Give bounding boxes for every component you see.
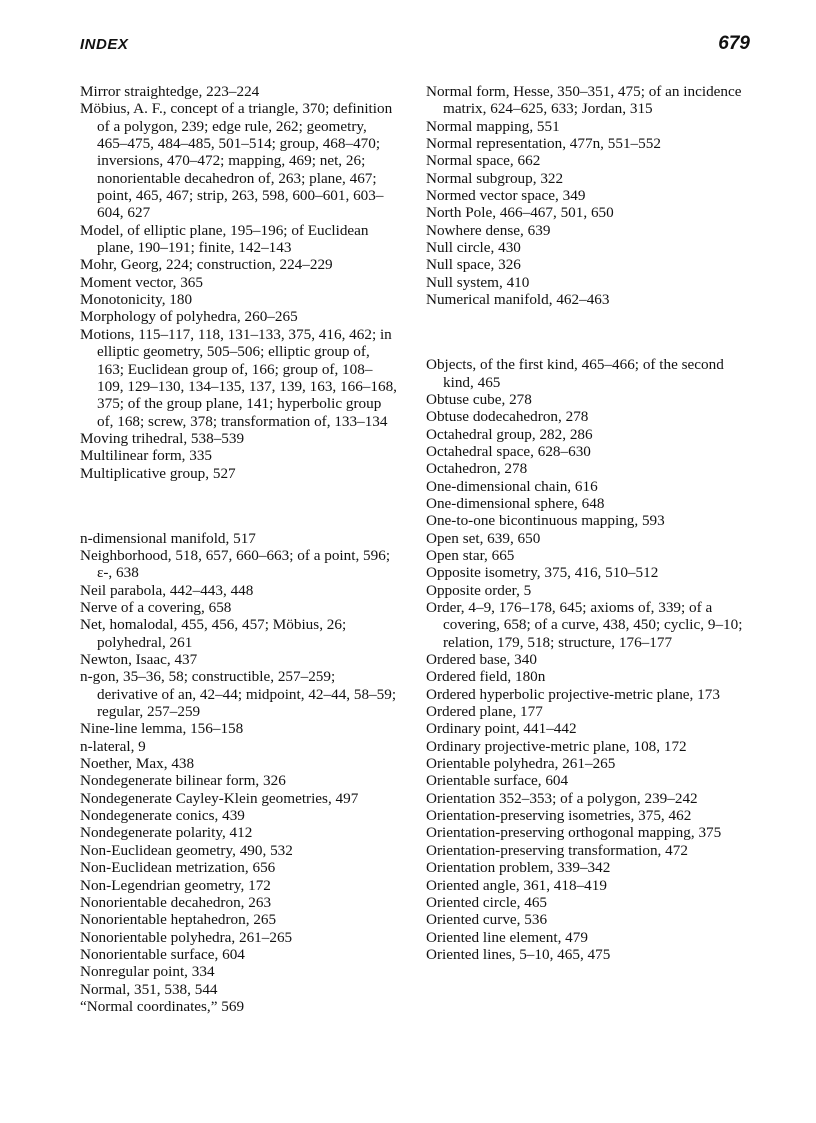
index-entry: Nonorientable surface, 604 <box>80 945 245 963</box>
index-entry: Normed vector space, 349 <box>426 187 586 205</box>
index-entry: Oriented circle, 465 <box>426 893 548 911</box>
index-entry: Octahedral group, 282, 286 <box>426 425 593 443</box>
index-entry: Oriented angle, 361, 418–419 <box>426 876 607 894</box>
index-entry: Net, homalodal, 455, 456, 457; Möbius, 26; polyhedral, 261 <box>80 616 347 651</box>
index-entry: Obtuse dodecahedron, 278 <box>426 408 589 426</box>
index-entry: Nine-line lemma, 156–158 <box>80 720 244 738</box>
index-entry: Oriented curve, 536 <box>426 911 548 929</box>
index-entry: Non-Euclidean geometry, 490, 532 <box>80 841 293 859</box>
index-entry: n-gon, 35–36, 58; constructible, 257–259; derivative of an, 42–44; midpoint, 42–44, 58–59; regular, 257–259 <box>80 668 397 721</box>
index-entry: n-dimensional manifold, 517 <box>80 529 256 547</box>
index-entry: Nondegenerate Cayley-Klein geometries, 497 <box>80 789 359 807</box>
index-entry: Nonorientable decahedron, 263 <box>80 893 272 911</box>
index-entry: Numerical manifold, 462–463 <box>426 291 610 309</box>
index-entry: Ordinary projective-metric plane, 108, 172 <box>426 737 687 755</box>
index-entry: Ordered hyperbolic projective-metric plane, 173 <box>426 685 720 703</box>
index-entry: Normal subgroup, 322 <box>426 169 564 187</box>
index-column-left <box>80 83 398 1015</box>
index-entry: Nerve of a covering, 658 <box>80 599 232 616</box>
index-entry: Neighborhood, 518, 657, 660–663; of a point, 596; ε-, 638 <box>80 546 391 582</box>
index-entry: Null space, 326 <box>426 256 521 274</box>
index-entry: Objects, of the first kind, 465–466; of the second kind, 465 <box>426 356 724 391</box>
index-entry: Octahedron, 278 <box>426 460 528 478</box>
index-entry: Orientation-preserving transformation, 472 <box>426 841 688 859</box>
index-entry: “Normal coordinates,” 569 <box>80 997 245 1015</box>
index-entry: One-dimensional sphere, 648 <box>426 494 605 512</box>
index-entry: Normal mapping, 551 <box>426 117 560 135</box>
index-entry: Non-Euclidean metrization, 656 <box>80 859 276 877</box>
index-entry: One-dimensional chain, 616 <box>426 477 598 495</box>
index-entry: Multiplicative group, 527 <box>80 464 236 482</box>
index-entry: Order, 4–9, 176–178, 645; axioms of, 339; of a covering, 658; of a curve, 438, 450; cyclic, 9–10; relation, 179, 518; structure, 176–177 <box>426 599 743 651</box>
section-gap <box>426 324 756 341</box>
index-entry: Normal space, 662 <box>426 152 541 170</box>
index-entry: Mohr, Georg, 224; construction, 224–229 <box>80 256 333 274</box>
index-entry: Null system, 410 <box>426 273 530 291</box>
index-entry: Normal representation, 477n, 551–552 <box>426 135 661 153</box>
index-entry: Normal form, Hesse, 350–351, 475; of an incidence matrix, 624–625, 633; Jordan, 315 <box>426 83 742 118</box>
index-entry: Nonregular point, 334 <box>80 963 215 981</box>
index-entry: Non-Legendrian geometry, 172 <box>80 876 271 894</box>
index-entry: Open set, 639, 650 <box>426 529 541 547</box>
index-entry: Noether, Max, 438 <box>80 755 195 773</box>
index-entry: Morphology of polyhedra, 260–265 <box>80 308 298 326</box>
index-entry: Nondegenerate bilinear form, 326 <box>80 772 286 790</box>
index-entry: Orientation 352–353; of a polygon, 239–242 <box>426 789 698 807</box>
index-entry: Ordered field, 180n <box>426 668 546 686</box>
index-entry: Oriented line element, 479 <box>426 928 588 946</box>
index-entry: n-lateral, 9 <box>80 737 146 755</box>
index-entry: Opposite order, 5 <box>426 581 532 599</box>
index-entry: Model, of elliptic plane, 195–196; of Euclidean plane, 190–191; finite, 142–143 <box>80 221 369 257</box>
index-entry: Moment vector, 365 <box>80 273 203 291</box>
index-entry: Orientation-preserving orthogonal mapping, 375 <box>426 824 722 842</box>
index-entry: Neil parabola, 442–443, 448 <box>80 581 254 599</box>
index-entry: North Pole, 466–467, 501, 650 <box>426 204 614 222</box>
header-title: INDEX <box>80 36 129 53</box>
index-entry: Nonorientable heptahedron, 265 <box>80 911 277 929</box>
index-entry: Null circle, 430 <box>426 239 521 257</box>
index-entry: Motions, 115–117, 118, 131–133, 375, 416, 462; in elliptic geometry, 505–506; elliptic group of, 163; Euclidean group of, 166; group of, 108–109, 129–130, 134–135, 137, 139, 163, 166–168, 375; of the group plane, 141; hyperbolic group of, 168; screw, 378; transformation of, 133–134 <box>80 325 397 430</box>
index-entry: Monotonicity, 180 <box>80 291 193 309</box>
index-entry: Orientable polyhedra, 261–265 <box>426 755 616 773</box>
index-entry: Mirror straightedge, 223–224 <box>80 83 260 100</box>
index-entry: Ordered base, 340 <box>426 651 537 669</box>
index-entry: Nowhere dense, 639 <box>426 221 551 239</box>
page-number: 679 <box>718 33 750 54</box>
index-entry: Orientation problem, 339–342 <box>426 859 611 877</box>
index-entry: Nonorientable polyhedra, 261–265 <box>80 928 293 946</box>
index-entry: Oriented lines, 5–10, 465, 475 <box>426 945 611 963</box>
index-entry: Ordinary point, 441–442 <box>426 720 577 738</box>
index-entry: Octahedral space, 628–630 <box>426 442 591 460</box>
section-gap <box>80 497 398 514</box>
index-entry: Möbius, A. F., concept of a triangle, 370; definition of a polygon, 239; edge rule, 262; geometry, 465–475, 484–485, 501–514; group, 468–470; inversions, 470–472; mapping, 469; net, 26; nonorientable decahedron of, 263; plane, 467; point, 465, 467; strip, 263, 598, 600–601, 603–604, 627 <box>80 100 393 222</box>
index-entry: One-to-one bicontinuous mapping, 593 <box>426 512 665 530</box>
index-entry: Nondegenerate polarity, 412 <box>80 824 253 842</box>
index-column-right <box>426 83 756 963</box>
running-header <box>80 33 750 60</box>
index-entry: Nondegenerate conics, 439 <box>80 807 245 825</box>
index-entry: Moving trihedral, 538–539 <box>80 429 245 447</box>
index-entry: Multilinear form, 335 <box>80 447 213 465</box>
index-entry: Ordered plane, 177 <box>426 703 543 721</box>
index-entry: Orientable surface, 604 <box>426 772 569 790</box>
index-entry: Open star, 665 <box>426 546 515 564</box>
index-entry: Newton, Isaac, 437 <box>80 651 198 669</box>
index-entry: Opposite isometry, 375, 416, 510–512 <box>426 564 659 582</box>
index-entry: Obtuse cube, 278 <box>426 390 532 408</box>
index-entry: Normal, 351, 538, 544 <box>80 980 218 998</box>
index-entry: Orientation-preserving isometries, 375, 462 <box>426 807 692 825</box>
